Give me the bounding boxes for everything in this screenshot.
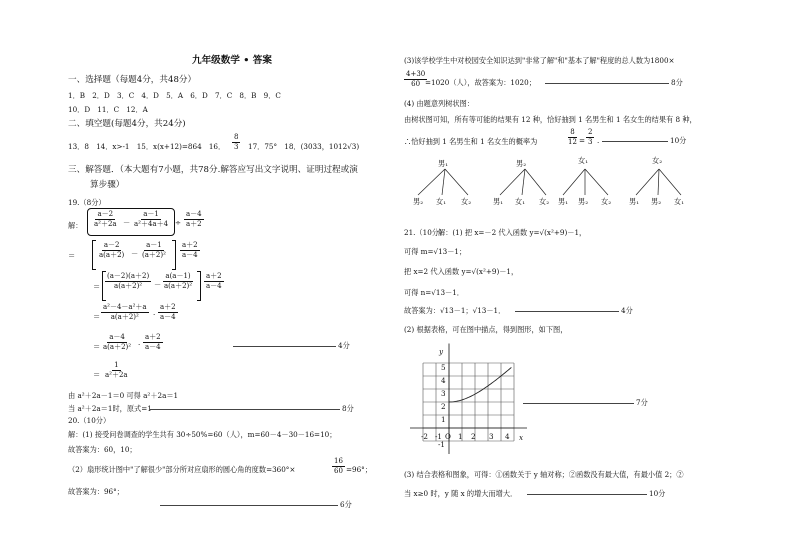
eq6-num: 1 xyxy=(114,361,119,369)
fill-16-numerator: 8 xyxy=(234,133,239,141)
score-leader xyxy=(523,403,634,404)
probability-line: ∴恰好抽到 1 名男生和 1 名女生的概率为 xyxy=(404,137,538,146)
eq2-den-1: a(a＋2) xyxy=(99,251,125,259)
y-tick-label: 5 xyxy=(441,363,446,372)
score-7: 7分 xyxy=(636,398,648,407)
q20-label: 20.（10分） xyxy=(68,416,111,425)
y-tick-label: 4 xyxy=(441,376,446,385)
eq1-den-3: a＋2 xyxy=(186,220,202,228)
q20-frac-num: 16 xyxy=(334,457,343,465)
q21-substitute: 把 x=2 代入函数 y=√(x²+9)－1， xyxy=(404,267,519,276)
tree-leaf: 男₁ xyxy=(493,197,504,206)
eq5-den-2: a－4 xyxy=(145,343,161,351)
eq2-num-2: a－1 xyxy=(146,241,162,249)
tree-leaf: 男₂ xyxy=(651,197,662,206)
x-tick-label: -1 xyxy=(435,432,443,441)
prob-num-1: 8 xyxy=(570,128,575,136)
q20-part4: (4) 由题意列树状图： xyxy=(404,99,474,108)
x-tick-label: 4 xyxy=(505,432,510,441)
q20-3-den: 60 xyxy=(411,80,421,88)
q20-part2-result: =96°； xyxy=(346,465,372,474)
x-axis-label: x xyxy=(519,433,524,442)
q21-n-value: 可得 n=√13－1． xyxy=(404,288,464,297)
q20-part3: (3)该学校学生中对校园安全知识达到"非常了解"和"基本了解"程度的总人数为1800× xyxy=(404,56,675,65)
x-tick-label: -2 xyxy=(421,432,429,441)
eq4-num-2: a＋2 xyxy=(160,303,176,311)
eq1-num-2: a－1 xyxy=(143,210,159,218)
score-10b: 10分 xyxy=(649,489,666,498)
q20-answer-1: 故答案为：60，10； xyxy=(68,445,137,454)
condition-line-2: 当 a²＋2a＝1时，原式=1 xyxy=(68,404,152,413)
tree-leaf: 男₂ xyxy=(578,197,589,206)
function-curve xyxy=(449,367,511,402)
eq5-num-2: a＋2 xyxy=(145,333,161,341)
fill-answers-b: 17．75° 18．(3033，1012√3) xyxy=(248,142,360,151)
tree-leaf: 男₂ xyxy=(413,197,424,206)
eq1-div: ÷ xyxy=(175,218,182,227)
score-leader xyxy=(527,494,647,495)
q21-m-value: 可得 m=√13－1； xyxy=(404,247,467,256)
y-tick-label: 2 xyxy=(441,402,446,411)
q20-3-result: =1020（人），故答案为：1020； xyxy=(425,78,536,87)
score-4-right: 4分 xyxy=(621,306,633,315)
eq1-num-1: a－2 xyxy=(97,210,114,218)
eq5-den-1: a(a＋2)² xyxy=(103,343,132,351)
eq3-num-2: a(a－1) xyxy=(165,272,191,280)
q21-part1: 解：(1) 把 x=－2 代入函数 y=√(x²+9)－1， xyxy=(438,228,587,237)
score-8: 8分 xyxy=(342,404,354,413)
tree-leaf: 女₂ xyxy=(539,197,550,206)
solution-label: 解： xyxy=(68,221,83,230)
score-10-right: 10分 xyxy=(670,136,687,145)
y-tick-label: 1 xyxy=(441,415,446,424)
eq4-dot: · xyxy=(153,310,156,319)
choice-answers-row-2: 10．D 11．C 12．A xyxy=(68,105,148,114)
eq6-den: a²＋2a xyxy=(105,371,128,379)
eq2-minus: － xyxy=(131,249,139,258)
eq1-den-2: a²＋4a＋4 xyxy=(134,220,169,228)
tree-leaf: 女₁ xyxy=(515,197,526,206)
eq1-num-3: a－4 xyxy=(186,210,202,218)
score-6: 6分 xyxy=(340,500,352,509)
prob-equals: = xyxy=(579,136,586,145)
eq3-den-1: a(a＋2)² xyxy=(114,282,143,290)
eq4-sign: ＝ xyxy=(93,312,101,321)
eq3-sign: ＝ xyxy=(93,282,101,291)
eq2-num-3: a＋2 xyxy=(182,241,198,249)
eq5-sign: ＝ xyxy=(93,342,101,351)
q20-3-num: 4+30 xyxy=(406,70,426,78)
section-choice-heading: 一、选择题（每题4分，共48分） xyxy=(68,75,197,85)
eq4-den-2: a－4 xyxy=(160,313,176,321)
fill-answers-a: 13．8 14．x>-1 15．x(x+12)=864 16． xyxy=(68,142,226,151)
tree-leaf: 女₁ xyxy=(674,197,685,206)
y-tick-label: 3 xyxy=(441,389,446,398)
tree-root-1: 男₁ xyxy=(438,159,449,168)
tree-leaf: 女₂ xyxy=(461,197,472,206)
tree-root-4: 女₂ xyxy=(652,156,663,165)
eq5-num-1: a－4 xyxy=(109,333,125,341)
tree-root-3: 女₁ xyxy=(578,156,589,165)
eq2-den-3: a－4 xyxy=(182,251,198,259)
page-title: 九年级数学 • 答案 xyxy=(192,55,272,66)
eq3-num-3: a＋2 xyxy=(206,272,222,280)
eq5-dot: · xyxy=(138,340,141,349)
x-tick-label: 2 xyxy=(471,432,476,441)
q20-part2: （2）扇形统计图中"了解很少"部分所对应扇形的圆心角的度数=360°× xyxy=(68,465,296,474)
q21-part2: (2) 根据表格，可在图中描点，得到图形，如下图， xyxy=(404,325,568,334)
eq3-den-3: a－4 xyxy=(206,282,222,290)
section-fill-heading: 二、填空题(每题4分，共24分) xyxy=(68,119,186,129)
q21-part3-cont: 当 x≥0 时，y 随 x 的增大而增大． xyxy=(404,489,518,498)
tree-result-line: 由树状图可知，所有等可能的结果有 12 种，恰好抽到 1 名男生和 1 名女生的结果有 8 种， xyxy=(404,115,697,124)
y-tick-label: -1 xyxy=(438,440,446,449)
fill-16-denominator: 3 xyxy=(234,143,239,151)
q20-frac-den: 60 xyxy=(334,467,343,475)
tree-leaf: 男₁ xyxy=(629,197,640,206)
eq4-num-1: a²－4－a²＋a xyxy=(103,303,147,311)
eq2-sign: ＝ xyxy=(68,251,76,260)
eq1-den-1: a²＋2a xyxy=(94,220,117,228)
eq1-minus: － xyxy=(123,218,131,227)
q21-label: 21.（10分） xyxy=(404,228,447,237)
y-axis-label: y xyxy=(439,347,444,356)
choice-answers-row-1: 1．B 2．D 3．C 4．D 5．A 6．D 7．C 8．B 9．C xyxy=(68,91,281,100)
prob-period: . xyxy=(597,136,600,145)
eq3-minus: － xyxy=(154,280,162,289)
tree-leaf: 女₁ xyxy=(436,197,447,206)
tree-leaf: 女₂ xyxy=(601,197,612,206)
tree-root-2: 男₂ xyxy=(516,159,527,168)
q21-part3: (3) 结合表格和图象，可得：①函数关于 y 轴对称；②函数没有最大值，有最小值 2；② xyxy=(404,470,684,479)
score-4: 4分 xyxy=(338,341,350,350)
eq4-den-1: a(a＋2)² xyxy=(110,313,139,321)
prob-den-2: 3 xyxy=(588,138,593,146)
prob-num-2: 2 xyxy=(588,128,593,136)
tree-leaf: 男₁ xyxy=(558,197,569,206)
q20-part1: 解：(1) 接受问卷调查的学生共有 30÷50%=60（人），m=60－4－30－16=10； xyxy=(68,430,337,439)
q19-label: 19.（8分） xyxy=(68,198,106,207)
eq3-num-1: (a－2)(a＋2) xyxy=(107,272,150,280)
x-tick-label: 3 xyxy=(489,432,494,441)
prob-den-1: 12 xyxy=(568,138,577,146)
origin-label: O xyxy=(445,432,451,441)
condition-line-1: 由 a²＋2a－1＝0 可得 a²＋2a＝1 xyxy=(68,391,179,400)
q20-answer-2: 故答案为：96°； xyxy=(68,487,124,496)
eq2-den-2: (a＋2)² xyxy=(142,251,166,259)
eq2-num-1: a－2 xyxy=(103,241,120,249)
eq3-den-2: a(a＋2)² xyxy=(164,282,193,290)
x-tick-label: 1 xyxy=(458,432,463,441)
section-solve-heading-cont: 算步骤） xyxy=(90,180,125,190)
section-solve-heading: 三、解答题．（本大题有7小题，共78分.解答应写出文字说明、证明过程或演 xyxy=(68,165,358,175)
score-8-right: 8分 xyxy=(671,78,683,87)
eq6-sign: ＝ xyxy=(93,370,101,379)
q21-answer: 故答案为：√13－1；√13－1． xyxy=(404,306,506,315)
